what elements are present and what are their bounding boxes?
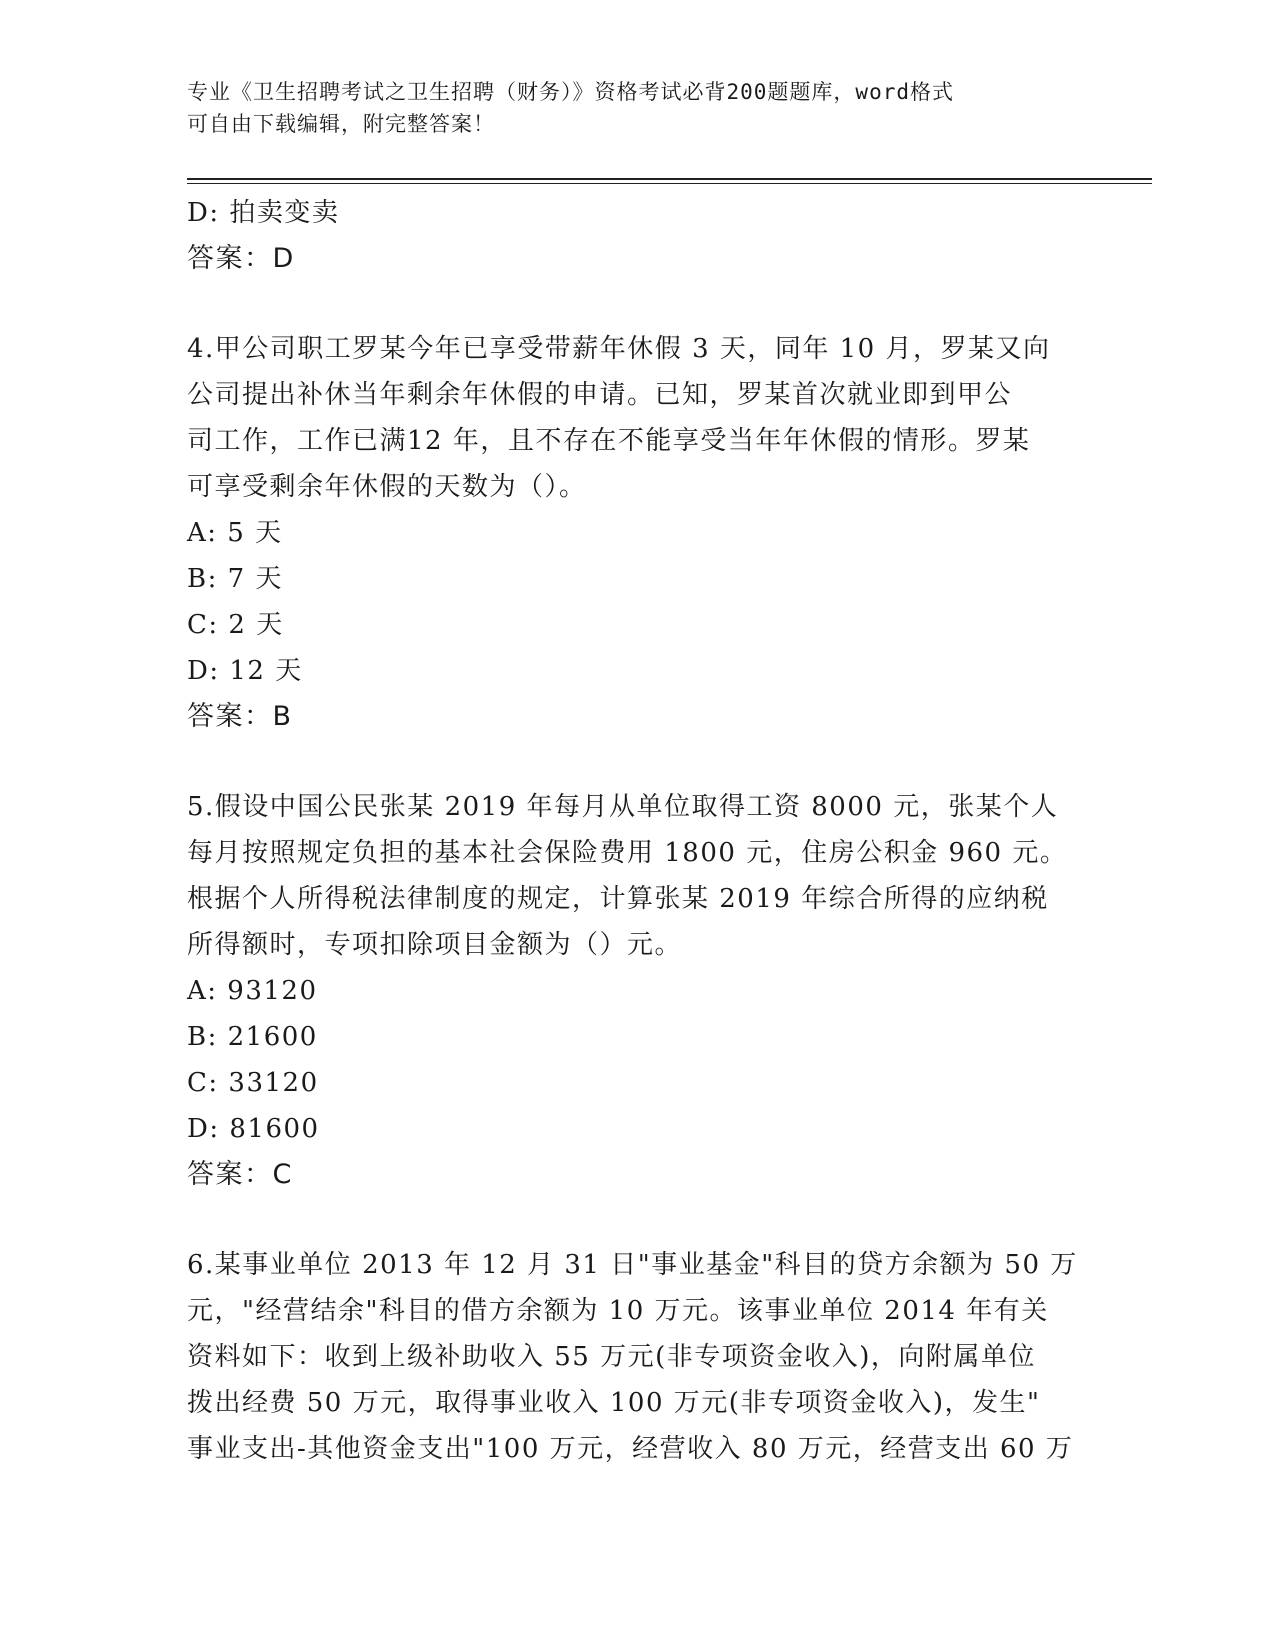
question-text-line: 事业支出-其他资金支出"100 万元，经营收入 80 万元，经营支出 60 万 — [187, 1434, 1074, 1464]
question-text-line: 资料如下：收到上级补助收入 55 万元(非专项资金收入)，向附属单位 — [187, 1342, 1036, 1372]
document-header — [187, 76, 1087, 140]
header-divider-thin — [187, 183, 1152, 184]
answer-line: 答案：D — [187, 243, 295, 274]
option-b: B: 7 天 — [187, 564, 283, 594]
header-line-1: 专业《卫生招聘考试之卫生招聘（财务）》资格考试必背200题题库，word格式 — [187, 80, 954, 104]
question-text-line: 6.某事业单位 2013 年 12 月 31 日"事业基金"科目的贷方余额为 50 万 — [187, 1250, 1078, 1280]
header-divider-thick — [187, 178, 1152, 180]
option-c: C: 2 天 — [187, 610, 284, 640]
question-text-line: 元，"经营结余"科目的借方余额为 10 万元。该事业单位 2014 年有关 — [187, 1296, 1049, 1326]
header-line-2: 可自由下载编辑，附完整答案！ — [187, 112, 495, 136]
option-a: A: 5 天 — [187, 518, 283, 548]
question-text-line: 拨出经费 50 万元，取得事业收入 100 万元(非专项资金收入)，发生" — [187, 1388, 1041, 1418]
question-text-line: 4.甲公司职工罗某今年已享受带薪年休假 3 天，同年 10 月，罗某又向 — [187, 334, 1051, 364]
answer-line: 答案：B — [187, 701, 293, 732]
question-text-line: 所得额时，专项扣除项目金额为（）元。 — [187, 930, 683, 960]
spacer — [187, 740, 1087, 784]
question-text-line: 根据个人所得税法律制度的规定，计算张某 2019 年综合所得的应纳税 — [187, 884, 1049, 914]
answer-line: 答案：C — [187, 1159, 293, 1190]
question-text-line: 公司提出补休当年剩余年休假的申请。已知，罗某首次就业即到甲公 — [187, 380, 1013, 410]
spacer — [187, 1198, 1087, 1242]
option-c: C: 33120 — [187, 1068, 319, 1098]
option-d: D: 拍卖变卖 — [187, 198, 340, 228]
question-text-line: 每月按照规定负担的基本社会保险费用 1800 元，住房公积金 960 元。 — [187, 838, 1068, 868]
question-text-line: 可享受剩余年休假的天数为（）。 — [187, 472, 587, 502]
document-body — [187, 190, 1087, 1472]
question-5 — [187, 784, 1087, 1198]
question-text-line: 司工作，工作已满12 年，且不存在不能享受当年年休假的情形。罗某 — [187, 426, 1031, 456]
question-4 — [187, 326, 1087, 740]
option-d: D: 12 天 — [187, 656, 303, 686]
spacer — [187, 282, 1087, 326]
option-b: B: 21600 — [187, 1022, 318, 1052]
question-text-line: 5.假设中国公民张某 2019 年每月从单位取得工资 8000 元，张某个人 — [187, 792, 1059, 822]
question-6 — [187, 1242, 1087, 1472]
option-a: A: 93120 — [187, 976, 318, 1006]
option-d: D: 81600 — [187, 1114, 320, 1144]
